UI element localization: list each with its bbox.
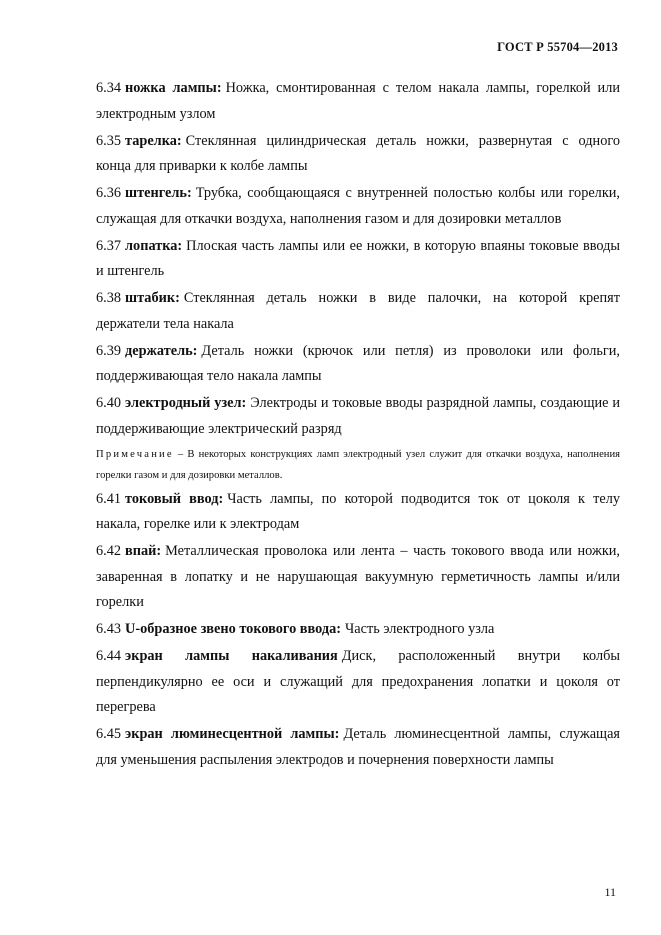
- definitions-list: [96, 76, 620, 775]
- entry-number: 6.36: [96, 185, 122, 201]
- entry-definition: Часть электродного узла: [345, 621, 495, 637]
- entry-number: 6.34: [96, 80, 122, 96]
- definition-entry-6-37: [96, 234, 620, 285]
- entry-number: 6.43: [96, 621, 122, 637]
- entry-definition: Электроды и токовые вводы разрядной лампы, создающие и поддерживающие электрический разряд: [96, 395, 621, 437]
- entry-definition: Металлическая проволока или лента – часть токового ввода или ножки, заваренная в лопатку и не нарушающая вакуумную герметичность лампы и/или горелки: [96, 543, 620, 610]
- definition-entry-6-34: [96, 76, 620, 127]
- document-code-header: ГОСТ Р 55704—2013: [497, 40, 618, 54]
- entry-term: ножка лампы:: [125, 80, 222, 96]
- entry-number: 6.44: [96, 648, 122, 664]
- definition-entry-6-45: [96, 722, 620, 773]
- entry-number: 6.37: [96, 237, 122, 254]
- definition-entry-6-42: [96, 539, 620, 616]
- definition-entry-6-41: [96, 487, 620, 538]
- entry-number: 6.40: [96, 395, 122, 411]
- entry-definition: Деталь ножки (крючок или петля) из проволоки или фольги, поддерживающая тело накала лампы: [96, 342, 620, 384]
- entry-definition: Трубка, сообщающаяся с внутренней полостью колбы или горелки, служащая для откачки воздуха, наполнения газом и для дозировки металлов: [96, 185, 620, 227]
- entry-term: U-образное звено токового ввода:: [125, 621, 342, 637]
- entry-number: 6.39: [96, 342, 122, 359]
- definition-entry-6-35: [96, 129, 620, 180]
- entry-term: лопатка:: [125, 237, 183, 254]
- entry-number: 6.38: [96, 290, 122, 306]
- entry-term: тарелка:: [125, 132, 182, 149]
- definition-entry-6-38: [96, 286, 620, 337]
- entry-term: токовый ввод:: [125, 490, 224, 507]
- entry-definition: Стеклянная цилиндрическая деталь ножки, развернутая с одного конца для приварки к колбе лампы: [96, 132, 620, 174]
- entry-definition: Часть лампы, по которой подводится ток от цоколя к телу накала, горелке или к электродам: [96, 490, 620, 532]
- entry-number: 6.35: [96, 132, 122, 149]
- entry-number: 6.41: [96, 490, 122, 507]
- note-paragraph: [96, 444, 620, 486]
- entry-definition: Диск, расположенный внутри колбы перпендикулярно ее оси и служащий для предохранения лопатки и цоколя от перегрева: [96, 648, 620, 715]
- definition-entry-6-39: [96, 339, 620, 390]
- definition-entry-6-44: [96, 644, 620, 721]
- entry-term: экран люминесцентной лампы:: [125, 726, 340, 742]
- entry-term: впай:: [125, 543, 162, 559]
- definition-entry-6-36: [96, 181, 620, 232]
- entry-term: держатель:: [125, 342, 198, 359]
- definition-entry-6-40: [96, 391, 620, 442]
- entry-number: 6.42: [96, 543, 122, 559]
- note-text: – В некоторых конструкциях ламп электродный узел служит для откачки воздуха, наполнения горелки газом и для дозировки металлов.: [96, 448, 620, 481]
- entry-definition: Плоская часть лампы или ее ножки, в которую впаяны токовые вводы и штенгель: [96, 237, 620, 279]
- entry-term: штабик:: [125, 290, 180, 306]
- entry-number: 6.45: [96, 726, 122, 742]
- definition-entry-6-43: [96, 617, 620, 643]
- entry-definition: Ножка, смонтированная с телом накала лампы, горелкой или электродным узлом: [96, 80, 620, 122]
- entry-term: штенгель:: [125, 185, 192, 201]
- entry-definition: Деталь люминесцентной лампы, служащая для уменьшения распыления электродов и почернения поверхности лампы: [96, 726, 620, 768]
- note-label: Примечание: [96, 448, 174, 460]
- entry-term: экран лампы накаливания: [125, 648, 338, 664]
- entry-term: электродный узел:: [125, 395, 247, 411]
- page-number: 11: [604, 885, 616, 899]
- entry-definition: Стеклянная деталь ножки в виде палочки, на которой крепят держатели тела накала: [96, 290, 620, 332]
